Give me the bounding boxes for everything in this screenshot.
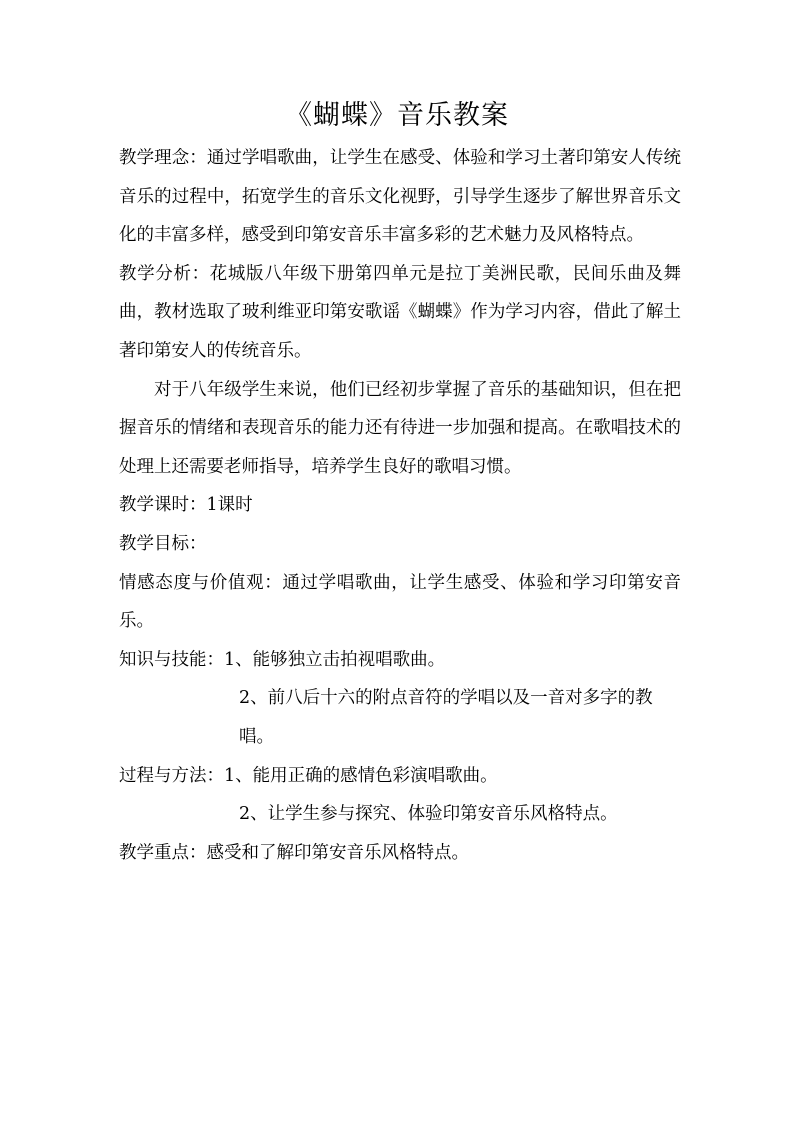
knowledge-skills-item-1 <box>119 641 681 680</box>
process-methods-label: 过程与方法： <box>119 765 224 786</box>
process-methods-item-2 <box>239 795 681 834</box>
document-title: 《蝴蝶》音乐教案 <box>285 100 509 131</box>
teaching-hours: 教学课时：1课时 <box>119 495 253 516</box>
teaching-analysis-paragraph: 教学分析：花城版八年级下册第四单元是拉丁美洲民歌，民间乐曲及舞曲，教材选取了玻利维亚印第安歌谣《蝴蝶》作为学习内容，借此了解土著印第安人的传统音乐。 <box>119 263 681 361</box>
teaching-philosophy-paragraph: 教学理念：通过学唱歌曲，让学生在感受、体验和学习土著印第安人传统音乐的过程中，拓宽学生的音乐文化视野，引导学生逐步了解世界音乐文化的丰富多样，感受到印第安音乐丰富多彩的艺术魅力及风格特点。 <box>119 148 681 246</box>
teaching-goals-heading: 教学目标： <box>119 533 207 554</box>
knowledge-skills-label: 知识与技能： <box>119 649 224 670</box>
knowledge-skills-text-2: 2、前八后十六的附点音符的学唱以及一音对多字的教唱。 <box>239 688 653 747</box>
knowledge-skills-text-1: 1、能够独立击拍视唱歌曲。 <box>224 649 446 670</box>
process-methods-text-2: 2、让学生参与探究、体验印第安音乐风格特点。 <box>239 804 618 825</box>
knowledge-skills-item-2 <box>239 679 681 756</box>
emotion-goal-paragraph: 情感态度与价值观：通过学唱歌曲，让学生感受、体验和学习印第安音乐。 <box>119 572 681 632</box>
student-analysis-paragraph: 对于八年级学生来说，他们已经初步掌握了音乐的基础知识，但在把握音乐的情绪和表现音乐的能力还有待进一步加强和提高。在歌唱技术的处理上还需要老师指导，培养学生良好的歌唱习惯。 <box>119 379 681 477</box>
teaching-key-point: 教学重点：感受和了解印第安音乐风格特点。 <box>119 842 469 863</box>
process-methods-text-1: 1、能用正确的感情色彩演唱歌曲。 <box>224 765 498 786</box>
document-body <box>119 139 681 872</box>
process-methods-item-1 <box>119 757 681 796</box>
